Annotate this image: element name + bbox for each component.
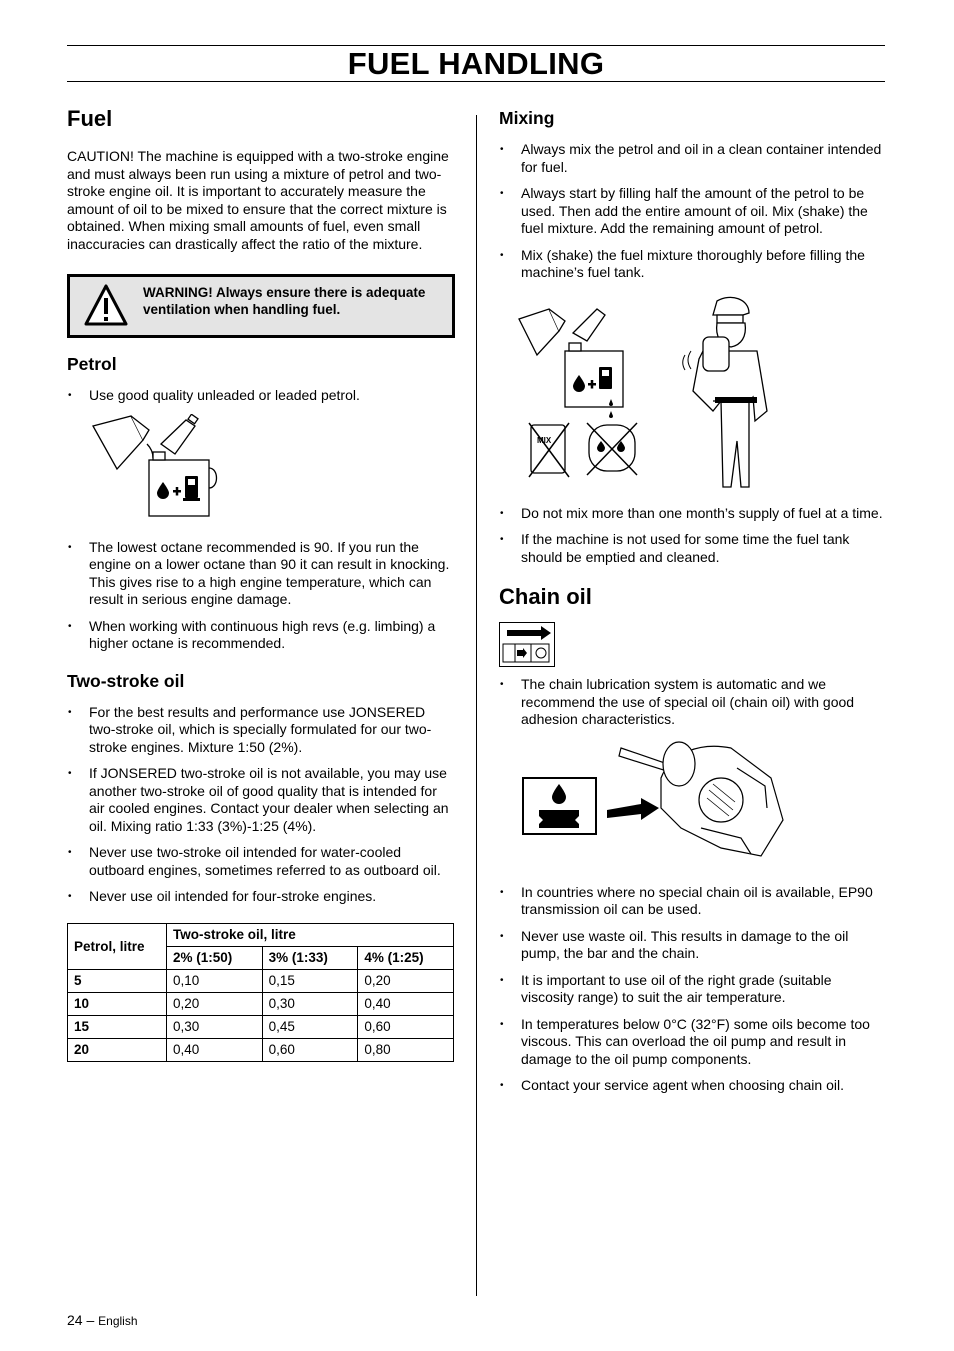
page-footer bbox=[67, 1312, 138, 1328]
list-item: • In temperatures below 0°C (32°F) some oils become too viscous. This can overload the oil pump and result in damage to the oil pump components. bbox=[499, 1016, 887, 1069]
list-item: • If the machine is not used for some time the fuel tank should be emptied and cleaned. bbox=[499, 531, 887, 566]
mixing-list bbox=[499, 141, 887, 282]
table-cell: 0,40 bbox=[358, 992, 454, 1015]
mix-can-label: MIX bbox=[537, 435, 552, 445]
mixing-heading: Mixing bbox=[499, 108, 555, 128]
list-item: • Use good quality unleaded or leaded petrol. bbox=[67, 387, 455, 405]
table-cell: 10 bbox=[68, 992, 167, 1015]
table-header-row bbox=[68, 923, 454, 946]
chain-oil-list bbox=[499, 676, 887, 729]
subheader-3-percent: 3% (1:33) bbox=[262, 946, 358, 969]
table-cell: 0,80 bbox=[358, 1038, 454, 1061]
list-item: • Do not mix more than one month’s supply of fuel at a time. bbox=[499, 505, 887, 523]
right-column bbox=[499, 108, 887, 1104]
table-cell: 0,40 bbox=[167, 1038, 263, 1061]
warning-line-2: ventilation when handling fuel. bbox=[143, 302, 341, 317]
list-item: • The chain lubrication system is automatic and we recommend the use of special oil (chain oil) with good adhesion characteristics. bbox=[499, 676, 887, 729]
table-cell: 0,60 bbox=[358, 1015, 454, 1038]
warning-text bbox=[143, 284, 453, 318]
list-item: • For the best results and performance use JONSERED two-stroke oil, which is specially formulated for our two-stroke engines. Mixture 1:50 (2%). bbox=[67, 704, 455, 757]
table-cell: 0,15 bbox=[262, 969, 358, 992]
table-cell: 0,30 bbox=[262, 992, 358, 1015]
list-item: • When working with continuous high revs (e.g. limbing) a higher octane is recommended. bbox=[67, 618, 455, 653]
petrol-heading: Petrol bbox=[67, 354, 117, 374]
mixing-list-continued bbox=[499, 505, 887, 567]
table-cell: 0,60 bbox=[262, 1038, 358, 1061]
petrol-list-continued bbox=[67, 539, 455, 653]
warning-box bbox=[67, 274, 455, 338]
petrol-pouring-illustration bbox=[91, 414, 455, 519]
mixing-ratio-table bbox=[67, 923, 454, 1062]
subheader-4-percent: 4% (1:25) bbox=[358, 946, 454, 969]
left-column bbox=[67, 106, 455, 1062]
table-cell: 0,10 bbox=[167, 969, 263, 992]
table-row bbox=[68, 969, 454, 992]
list-item: • Never use two-stroke oil intended for water-cooled outboard engines, sometimes referred to as outboard oil. bbox=[67, 844, 455, 879]
list-item: • The lowest octane recommended is 90. If you run the engine on a lower octane than 90 it can result in knocking. This gives rise to a high engine temperature, which can result in serious engine damage. bbox=[67, 539, 455, 609]
mixing-illustration bbox=[517, 291, 887, 491]
header-rule-bottom bbox=[67, 81, 885, 82]
table-cell: 5 bbox=[68, 969, 167, 992]
list-item: • Never use oil intended for four-stroke engines. bbox=[67, 888, 455, 906]
list-item: • Contact your service agent when choosing chain oil. bbox=[499, 1077, 887, 1095]
list-item: • Always start by filling half the amount of the petrol to be used. Then add the entire amount of oil. Mix (shake) the fuel mixture. Add the remaining amount of petrol. bbox=[499, 185, 887, 238]
petrol-list bbox=[67, 387, 455, 405]
chain-oil-list-continued bbox=[499, 884, 887, 1095]
header-two-stroke-oil: Two-stroke oil, litre bbox=[167, 923, 454, 946]
fuel-heading: Fuel bbox=[67, 106, 113, 131]
column-divider bbox=[476, 115, 477, 1296]
table-row bbox=[68, 992, 454, 1015]
chain-oil-heading: Chain oil bbox=[499, 584, 592, 609]
table-cell: 0,20 bbox=[167, 992, 263, 1015]
list-item: • Mix (shake) the fuel mixture thoroughly before filling the machine’s fuel tank. bbox=[499, 247, 887, 282]
table-cell: 20 bbox=[68, 1038, 167, 1061]
page-title: FUEL HANDLING bbox=[347, 46, 605, 81]
two-stroke-list bbox=[67, 704, 455, 906]
list-item: • Never use waste oil. This results in damage to the oil pump, the bar and the chain. bbox=[499, 928, 887, 963]
header-petrol-litre: Petrol, litre bbox=[68, 923, 167, 969]
table-row bbox=[68, 1038, 454, 1061]
table-cell: 0,45 bbox=[262, 1015, 358, 1038]
table-cell: 0,20 bbox=[358, 969, 454, 992]
footer-language: English bbox=[98, 1314, 138, 1328]
list-item: • Always mix the petrol and oil in a clean container intended for fuel. bbox=[499, 141, 887, 176]
chain-oil-symbol bbox=[499, 622, 887, 667]
list-item: • In countries where no special chain oil is available, EP90 transmission oil can be used. bbox=[499, 884, 887, 919]
page-number: 24 – bbox=[67, 1312, 95, 1328]
list-item: • If JONSERED two-stroke oil is not available, you may use another two-stroke oil of good quality that is intended for air cooled engines. Contact your dealer when selecting an oil. Mixing ratio 1:33 (3%)-1:25 (4%). bbox=[67, 765, 455, 835]
list-item: • It is important to use oil of the right grade (suitable viscosity range) to suit the air temperature. bbox=[499, 972, 887, 1007]
two-stroke-heading: Two-stroke oil bbox=[67, 670, 185, 691]
table-cell: 0,30 bbox=[167, 1015, 263, 1038]
table-cell: 15 bbox=[68, 1015, 167, 1038]
subheader-2-percent: 2% (1:50) bbox=[167, 946, 263, 969]
warning-triangle-icon bbox=[84, 284, 128, 326]
warning-line-1: WARNING! Always ensure there is adequate bbox=[143, 285, 426, 300]
chain-oil-illustration bbox=[521, 738, 887, 868]
table-row bbox=[68, 1015, 454, 1038]
caution-paragraph: CAUTION! The machine is equipped with a two-stroke engine and must always been run using a mixture of petrol and two-stroke engine oil. It is important to accurately measure the amount of oil to be mixed to ensure that the correct mixture is obtained. When mixing small amounts of fuel, even small inaccuracies can drastically affect the ratio of the mixture. bbox=[67, 148, 449, 252]
